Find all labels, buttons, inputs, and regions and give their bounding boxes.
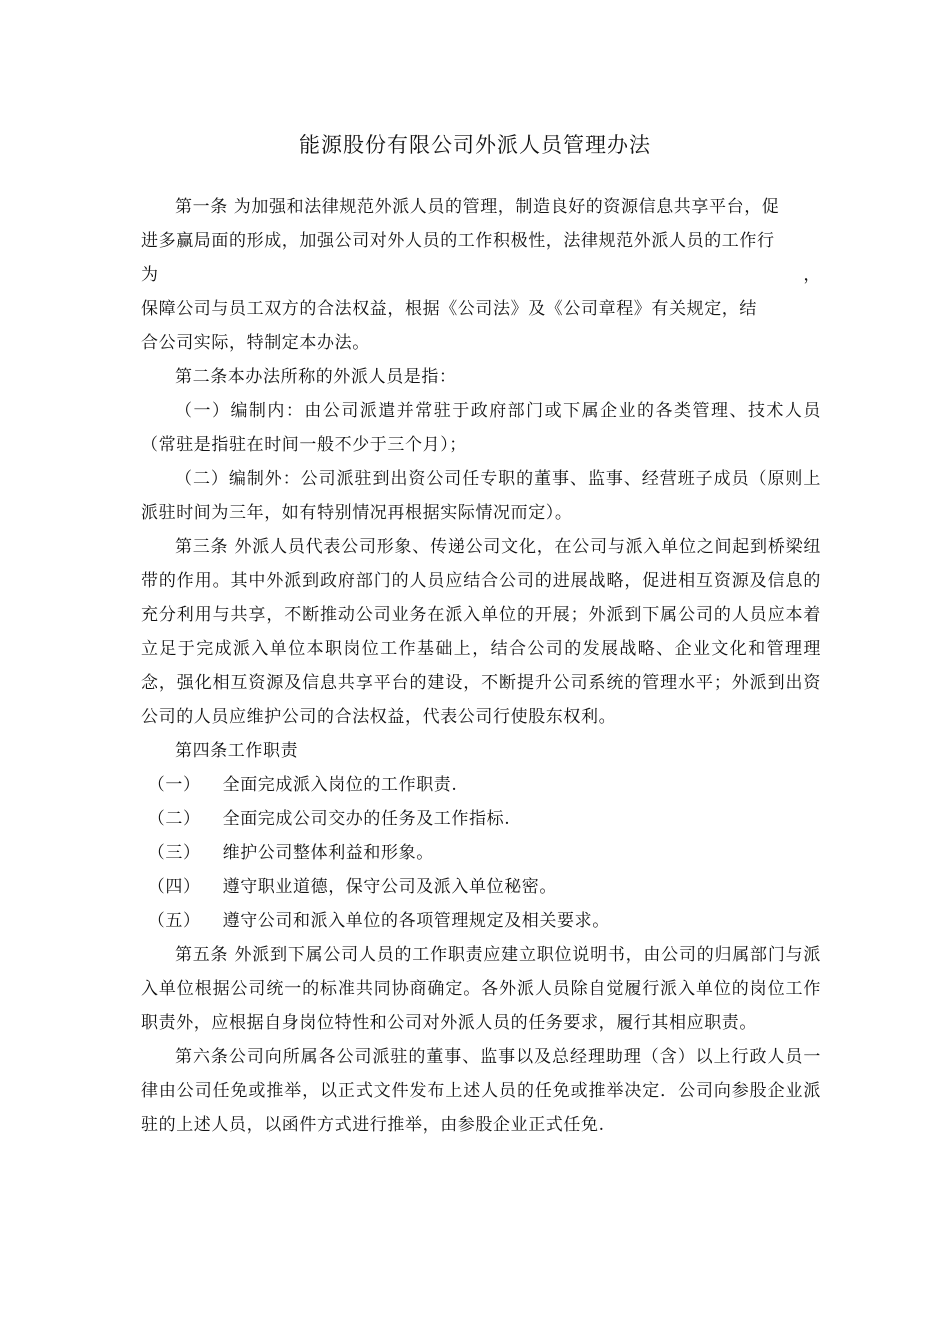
document-body [141, 190, 821, 1142]
article-4-item-number: （五） [147, 911, 201, 931]
article-4-item [141, 768, 821, 802]
article-4-item-number: （二） [147, 809, 201, 829]
article-1-line-3-left: 为 [141, 265, 159, 285]
article-4-item-number: （一） [147, 775, 201, 795]
article-5: 第五条 外派到下属公司人员的工作职责应建立职位说明书，由公司的归属部门与派入单位根据公司统一的标准共同协商确定。各外派人员除自觉履行派入单位的岗位工作职责外，应根据自身岗位特性和公司对外派人员的任务要求，履行其相应职责。 [141, 945, 821, 1033]
article-4-item [141, 870, 821, 904]
article-1-line-3 [141, 258, 821, 292]
document-title: 能源股份有限公司外派人员管理办法 [299, 133, 651, 157]
article-4-heading: 第四条工作职责 [175, 741, 299, 761]
article-1-line-1: 第一条 为加强和法律规范外派人员的管理，制造良好的资源信息共享平台，促 [175, 197, 780, 217]
article-1-line-3-right: ， [803, 265, 821, 285]
article-1-line-4: 保障公司与员工双方的合法权益，根据《公司法》及《公司章程》有关规定，结 [141, 299, 757, 319]
article-4-item [141, 904, 821, 938]
article-1-line-2: 进多赢局面的形成，加强公司对外人员的工作积极性，法律规范外派人员的工作行 [141, 231, 775, 251]
article-6: 第六条公司向所属各公司派驻的董事、监事以及总经理助理（含）以上行政人员一律由公司任免或推举，以正式文件发布上述人员的任免或推举决定．公司向参股企业派驻的上述人员，以函件方式进行推举，由参股企业正式任免. [141, 1047, 821, 1135]
article-2-item-1: （一）编制内：由公司派遣并常驻于政府部门或下属企业的各类管理、技术人员（常驻是指驻在时间一般不少于三个月）； [141, 401, 821, 455]
article-1 [141, 190, 821, 360]
article-4-item-text: 全面完成公司交办的任务及工作指标. [222, 809, 511, 829]
article-2-item-2: （二）编制外：公司派驻到出资公司任专职的董事、监事、经营班子成员（原则上派驻时间为三年，如有特别情况再根据实际情况而定）。 [141, 469, 821, 523]
article-4-item [141, 802, 821, 836]
article-4-item-number: （四） [147, 877, 201, 897]
article-4-item-text: 全面完成派入岗位的工作职责. [222, 775, 458, 795]
article-4-item-text: 遵守公司和派入单位的各项管理规定及相关要求。 [222, 911, 610, 931]
article-4-item-number: （三） [147, 843, 201, 863]
article-4-item [141, 836, 821, 870]
article-4-item-text: 维护公司整体利益和形象。 [222, 843, 434, 863]
article-4-item-text: 遵守职业道德，保守公司及派入单位秘密。 [222, 877, 557, 897]
article-1-line-5: 合公司实际，特制定本办法。 [141, 333, 370, 353]
article-2-heading: 第二条本办法所称的外派人员是指： [175, 367, 457, 387]
article-3: 第三条 外派人员代表公司形象、传递公司文化，在公司与派入单位之间起到桥梁纽带的作用。其中外派到政府部门的人员应结合公司的进展战略，促进相互资源及信息的充分利用与共享，不断推动公司业务在派入单位的开展；外派到下属公司的人员应本着立足于完成派入单位本职岗位工作基础上，结合公司的发展战略、企业文化和管理理念，强化相互资源及信息共享平台的建设，不断提升公司系统的管理水平；外派到出资公司的人员应维护公司的合法权益，代表公司行使股东权利。 [141, 537, 821, 727]
